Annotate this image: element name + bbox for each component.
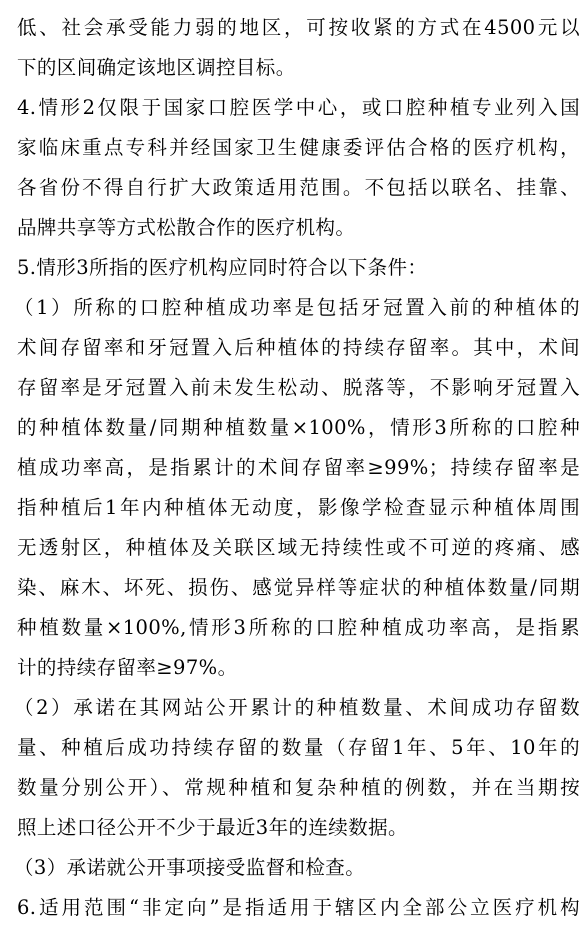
text-line-6: 品牌共享等方式松散合作的医疗机构。 [17, 216, 356, 239]
text-line-22: （3）承诺就公开事项接受监督和检查。 [14, 856, 366, 879]
text-line-12: 植成功率高，是指累计的术间存留率≥99%；持续存留率是 [17, 456, 580, 479]
text-line-17: 计的持续存留率≥97%。 [17, 656, 238, 679]
text-line-11: 的种植体数量/同期种植数量×100%，情形3所称的口腔种 [17, 416, 580, 439]
text-line-19: 量、种植后成功持续存留的数量（存留1年、5年、10年的 [17, 736, 580, 759]
text-line-13: 指种植后1年内种植体无动度，影像学检查显示种植体周围 [17, 496, 580, 519]
text-line-15: 染、麻木、坏死、损伤、感觉异样等症状的种植体数量/同期 [17, 576, 580, 599]
text-line-2: 下的区间确定该地区调控目标。 [17, 56, 296, 79]
text-line-4: 家临床重点专科并经国家卫生健康委评估合格的医疗机构， [17, 136, 580, 159]
text-line-5: 各省份不得自行扩大政策适用范围。不包括以联名、挂靠、 [17, 176, 580, 199]
text-line-10: 存留率是牙冠置入前未发生松动、脱落等，不影响牙冠置入 [17, 376, 580, 399]
text-line-7: 5.情形3所指的医疗机构应同时符合以下条件： [17, 256, 428, 279]
text-line-8: （1）所称的口腔种植成功率是包括牙冠置入前的种植体的 [14, 296, 580, 319]
text-line-1: 低、社会承受能力弱的地区，可按收紧的方式在4500元以 [17, 16, 580, 39]
text-line-20: 数量分别公开）、常规种植和复杂种植的例数，并在当期按 [17, 776, 580, 799]
text-line-3: 4.情形2仅限于国家口腔医学中心，或口腔种植专业列入国 [17, 96, 580, 119]
text-line-16: 种植数量×100%,情形3所称的口腔种植成功率高，是指累 [17, 616, 580, 639]
text-line-14: 无透射区，种植体及关联区域无持续性或不可逆的疼痛、感 [17, 536, 580, 559]
text-line-23: 6.适用范围“非定向”是指适用于辖区内全部公立医疗机构 [17, 896, 580, 919]
text-line-18: （2）承诺在其网站公开累计的种植数量、术间成功存留数 [14, 696, 580, 719]
text-line-21: 照上述口径公开不少于最近3年的连续数据。 [17, 816, 408, 839]
text-line-9: 术间存留率和牙冠置入后种植体的持续存留率。其中，术间 [17, 336, 580, 359]
